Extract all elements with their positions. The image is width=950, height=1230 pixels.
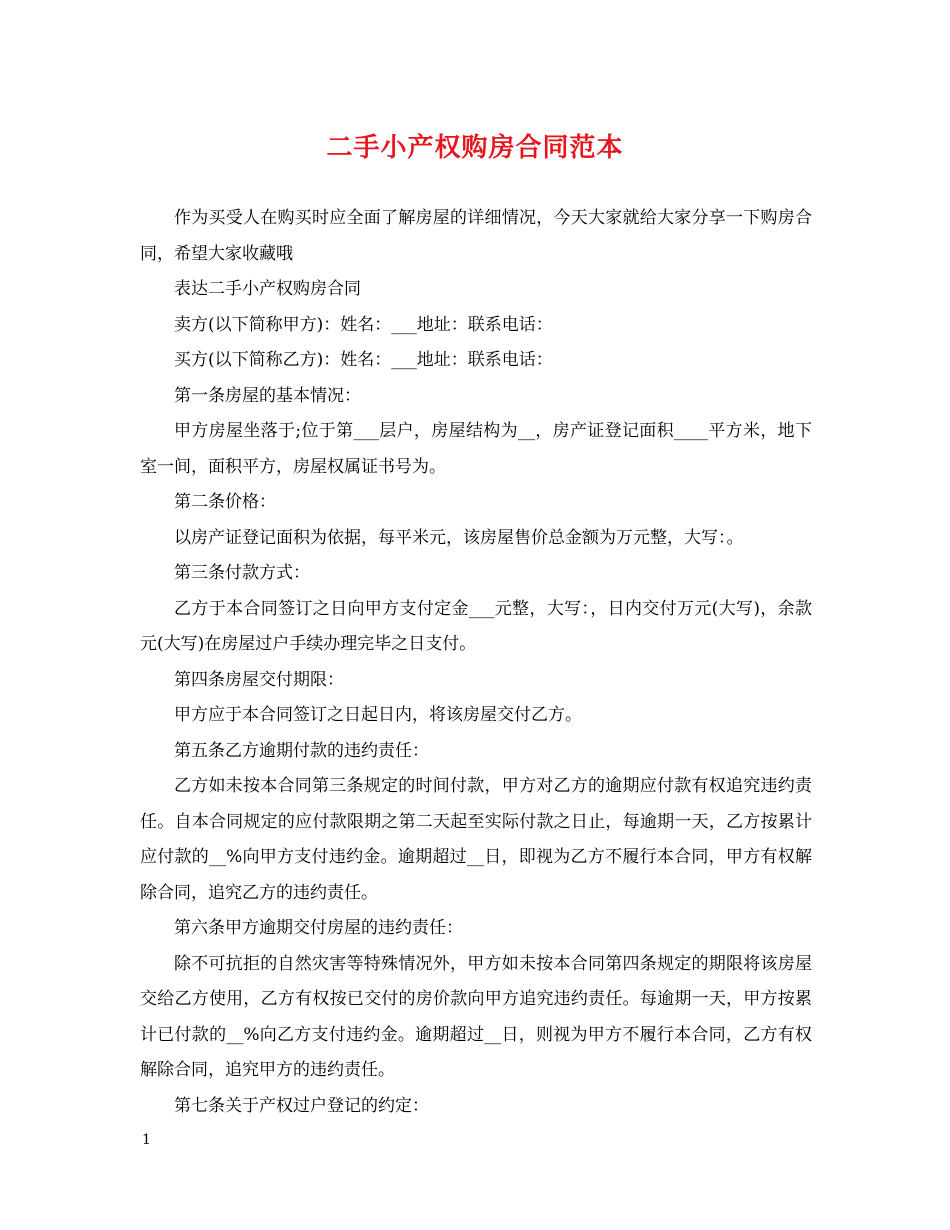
paragraph: 第二条价格： (174, 492, 276, 512)
document-body (140, 201, 812, 1124)
paragraph: 乙方如未按本合同第三条规定的时间付款，甲方对乙方的逾期应付款有权追究违约责任。自本合同规定的应付款限期之第二天起至实际付款之日止，每逾期一天，乙方按累计应付款的__%向甲方支付违约金。逾期超过__日，即视为乙方不履行本合同，甲方有权解除合同，追究乙方的违约责任。 (140, 776, 812, 903)
paragraph: 第七条关于产权过户登记的约定： (174, 1095, 429, 1116)
paragraph: 第三条付款方式： (174, 563, 310, 583)
paragraph: 以房产证登记面积为依据，每平米元，该房屋售价总金额为万元整，大写：。 (174, 527, 744, 548)
paragraph: 第四条房屋交付期限： (174, 669, 344, 690)
paragraph: 第五条乙方逾期付款的违约责任： (174, 740, 429, 761)
paragraph: 作为买受人在购买时应全面了解房屋的详细情况，今天大家就给大家分享一下购房合同，希望大家收藏哦 (140, 208, 812, 264)
paragraph: 卖方(以下简称甲方)：姓名：___地址：联系电话： (174, 314, 553, 335)
paragraph: 甲方应于本合同签订之日起日内，将该房屋交付乙方。 (174, 705, 582, 725)
paragraph: 除不可抗拒的自然灾害等特殊情况外，甲方如未按本合同第四条规定的期限将该房屋交给乙方使用，乙方有权按已交付的房价款向甲方追究违约责任。每逾期一天，甲方按累计已付款的__%向乙方支付违约金。逾期超过__日，则视为甲方不履行本合同，乙方有权解除合同，追究甲方的违约责任。 (140, 953, 812, 1080)
paragraph: 第六条甲方逾期交付房屋的违约责任： (174, 918, 463, 938)
paragraph: 乙方于本合同签订之日向甲方支付定金___元整，大写：，日内交付万元(大写)，余款元(大写)在房屋过户手续办理完毕之日支付。 (140, 598, 812, 654)
document-title: 二手小产权购房合同范本 (326, 133, 624, 163)
paragraph: 第一条房屋的基本情况： (174, 385, 361, 406)
paragraph: 甲方房屋坐落于;位于第___层户，房屋结构为__，房产证登记面积____平方米，地下室一间，面积平方，房屋权属证书号为。 (140, 421, 812, 477)
page-number: 1 (142, 1132, 151, 1148)
paragraph: 买方(以下简称乙方)：姓名：___地址：联系电话： (174, 350, 553, 370)
paragraph: 表达二手小产权购房合同 (174, 279, 361, 299)
